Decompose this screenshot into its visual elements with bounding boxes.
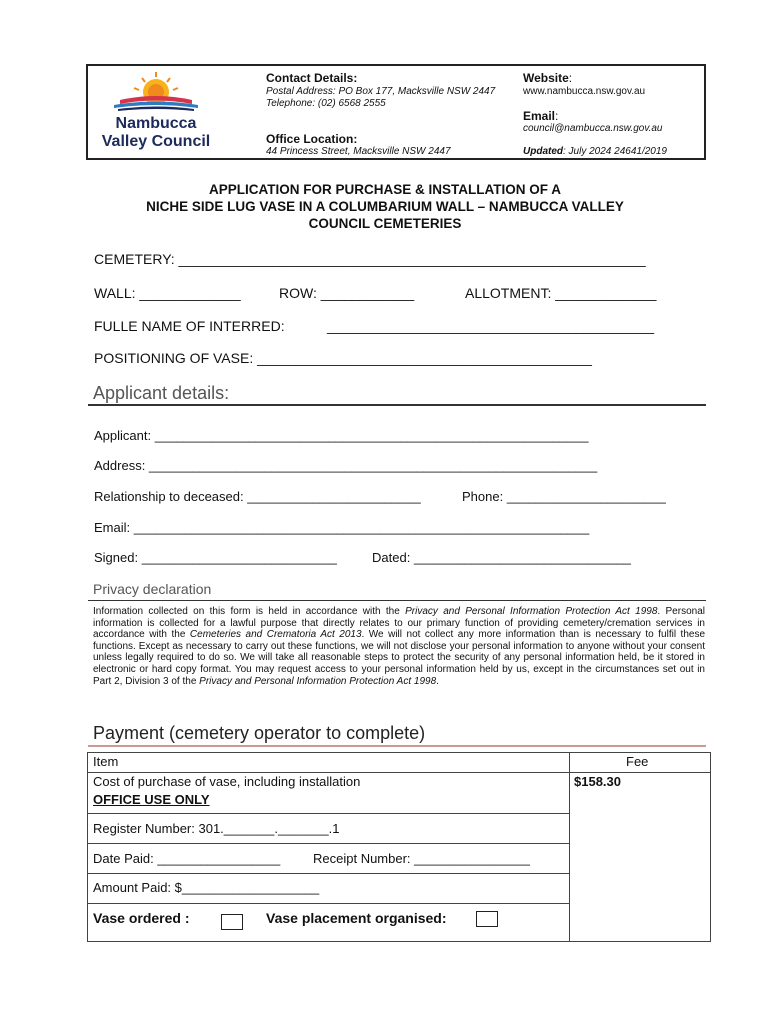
privacy-divider: [88, 600, 706, 601]
phone-field[interactable]: Phone: ______________________: [462, 489, 666, 504]
cemetery-field[interactable]: CEMETERY: ____________________________________________________________: [94, 251, 646, 267]
vase-position-field[interactable]: POSITIONING OF VASE: ___________________________________________: [94, 350, 592, 366]
page-title-line3: COUNCIL CEMETERIES: [308, 216, 462, 231]
office-address: 44 Princess Street, Macksville NSW 2447: [266, 146, 451, 157]
office-label: Office Location:: [266, 132, 358, 146]
signed-field[interactable]: Signed: ___________________________: [94, 550, 337, 565]
updated-info: Updated: July 2024 24641/2019: [523, 146, 667, 157]
applicant-divider: [88, 404, 706, 406]
postal-address: Postal Address: PO Box 177, Macksville NSW 2447: [266, 86, 496, 97]
council-logo: [92, 70, 220, 152]
logo-line1: Nambucca: [115, 115, 197, 132]
register-field[interactable]: Register Number: 301._______._______.1: [93, 821, 340, 836]
allotment-field[interactable]: ALLOTMENT: _____________: [465, 285, 657, 301]
row-field[interactable]: ROW: ____________: [279, 285, 415, 301]
page-title-line2: NICHE SIDE LUG VASE IN A COLUMBARIUM WALL – NAMBUCCA VALLEY: [146, 199, 624, 214]
payment-divider: [88, 745, 706, 747]
page-title-line1: APPLICATION FOR PURCHASE & INSTALLATION OF A: [209, 182, 561, 197]
wall-field[interactable]: WALL: _____________: [94, 285, 241, 301]
vase-placement-label: Vase placement organised:: [266, 910, 447, 926]
amount-field[interactable]: Amount Paid: $___________________: [93, 880, 320, 895]
office-use-label: OFFICE USE ONLY: [93, 792, 210, 807]
vase-placement-checkbox[interactable]: [476, 911, 498, 927]
email-field[interactable]: Email: _______________________________________________________________: [94, 520, 590, 535]
receipt-field[interactable]: Receipt Number: ________________: [313, 851, 530, 866]
payment-heading: Payment (cemetery operator to complete): [93, 723, 426, 743]
col-item-header: Item: [93, 754, 119, 769]
telephone: Telephone: (02) 6568 2555: [266, 98, 386, 109]
relationship-field[interactable]: Relationship to deceased: ________________________: [94, 489, 421, 504]
email-label: Email:: [523, 109, 559, 123]
date-paid-field[interactable]: Date Paid: _________________: [93, 851, 281, 866]
vase-ordered-checkbox[interactable]: [221, 914, 243, 930]
privacy-heading: Privacy declaration: [93, 581, 212, 597]
contact-label: Contact Details:: [266, 71, 358, 85]
email-link[interactable]: council@nambucca.nsw.gov.au: [523, 123, 663, 134]
website-link[interactable]: www.nambucca.nsw.gov.au: [523, 86, 646, 97]
cost-label: Cost of purchase of vase, including installation: [93, 774, 361, 789]
dated-field[interactable]: Dated: ______________________________: [372, 550, 631, 565]
vase-ordered-label: Vase ordered :: [93, 910, 190, 926]
cost-fee: $158.30: [574, 774, 621, 789]
applicant-heading: Applicant details:: [93, 383, 230, 403]
address-field[interactable]: Address: ______________________________________________________________: [94, 458, 598, 473]
logo-line2: Valley Council: [101, 133, 211, 150]
privacy-text: Information collected on this form is held in accordance with the Privacy and Personal Information Protection Act 1998. Personal information is collected for a lawful purpose that directly relates to our primary function of providing cemetery/cremation services in accordance with the Cemeteries and Crematoria Act 2013. We will not collect any more information than is necessary to fulfil these functions. Except as necessary to carry out these functions, we will not disclose your personal information to anyone without your consent unless legally required to do so. We will take all reasonable steps to protect the security of any personal information held, be it stored in electronic or hard copy format. You may request access to your personal information held by us, except in the circumstances set out in Part 2, Division 3 of the Privacy and Personal Information Protection Act 1998.: [93, 606, 705, 687]
interred-field[interactable]: __________________________________________: [327, 318, 655, 334]
col-fee-header: Fee: [626, 754, 649, 769]
applicant-field[interactable]: Applicant: ____________________________________________________________: [94, 428, 589, 443]
website-label: Website:: [523, 71, 573, 85]
interred-label: FULLE NAME OF INTERRED:: [94, 318, 285, 334]
sun-icon: [114, 72, 198, 111]
